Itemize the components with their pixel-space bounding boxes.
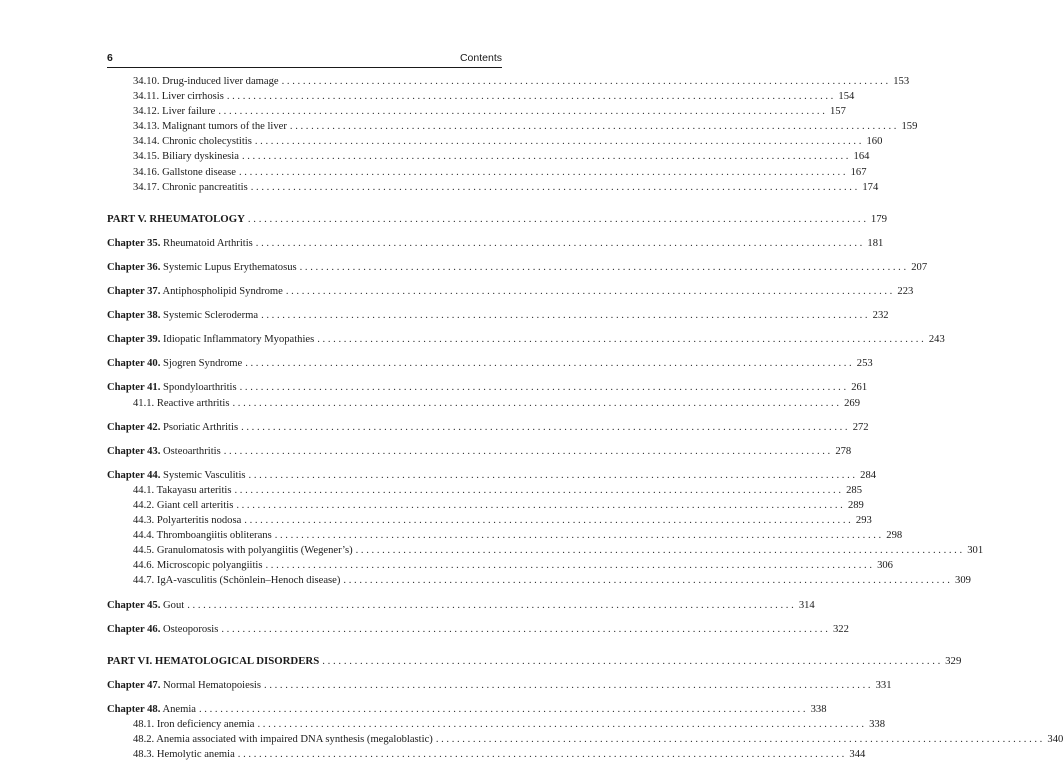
dot-leader (275, 528, 882, 543)
toc-page-number: 284 (860, 469, 877, 481)
toc-entry-label (107, 598, 184, 613)
toc-entry-label (107, 332, 314, 347)
toc-subsection (107, 180, 879, 195)
dot-leader (256, 236, 863, 251)
toc-page-number: 179 (870, 212, 888, 225)
toc-entry-label (107, 236, 253, 251)
dot-leader (282, 74, 889, 89)
toc-chapter (107, 284, 914, 299)
toc-entry-label (133, 543, 353, 558)
toc-entry-title: 34.14. Chronic cholecystitis (133, 136, 252, 148)
toc-chapter (107, 444, 852, 459)
dot-leader (235, 483, 842, 498)
toc-page-number: 306 (877, 560, 893, 572)
toc-subsection (107, 528, 903, 543)
dot-leader (356, 543, 963, 558)
toc-subsection (107, 573, 971, 588)
chapter-number: Chapter 36. (107, 261, 161, 273)
chapter-number: Chapter 45. (107, 599, 161, 611)
toc-entry-label (133, 134, 252, 149)
toc-page-number: 232 (872, 310, 889, 322)
toc-page-number: 154 (838, 91, 855, 103)
toc-entry-label (133, 528, 272, 543)
toc-page-number: 289 (847, 499, 864, 511)
toc-entry-label (133, 573, 340, 588)
running-head: Contents (459, 52, 502, 64)
toc-entry-title: 44.6. Microscopic polyangiitis (133, 560, 263, 572)
toc-entry-title: Gout (163, 599, 185, 611)
dot-leader (244, 513, 851, 528)
toc-page-number: 285 (846, 484, 862, 496)
chapter-number: Chapter 40. (107, 358, 161, 370)
toc-page-number: 301 (967, 545, 984, 557)
toc-page-number: 278 (835, 445, 852, 457)
toc-entry-label (107, 678, 261, 693)
chapter-number: Chapter 46. (107, 623, 161, 635)
toc-entry-title: PART V. RHEUMATOLOGY (107, 212, 245, 225)
dot-leader (239, 165, 846, 180)
dot-leader (233, 396, 840, 411)
dot-leader (236, 498, 843, 513)
toc-page-number: 167 (850, 166, 867, 178)
toc-entry-title: 44.1. Takayasu arteritis (133, 484, 232, 496)
dot-leader (199, 702, 806, 717)
toc-entry-label (133, 119, 287, 134)
toc-entry-label (133, 747, 235, 762)
toc-entry-title: Osteoarthritis (163, 445, 221, 457)
dot-leader (322, 654, 940, 669)
toc-chapter (107, 420, 869, 435)
toc-entry-label (133, 717, 254, 732)
toc-subsection (107, 747, 866, 762)
dot-leader (286, 284, 893, 299)
toc-entry-label (107, 654, 319, 669)
chapter-number: Chapter 48. (107, 703, 161, 715)
toc-chapter (107, 332, 945, 347)
toc-page-number: 174 (862, 181, 879, 193)
toc-page-number: 269 (844, 397, 860, 409)
toc-entry-title: Anemia (162, 703, 196, 715)
toc-page-number: 261 (851, 382, 868, 394)
dot-leader (249, 468, 856, 483)
toc-chapter (107, 380, 868, 395)
toc-entry-label (133, 165, 236, 180)
toc-entry-title: Rheumatoid Arthritis (163, 237, 253, 249)
toc-entry-label (107, 468, 246, 483)
toc-entry-label (133, 498, 233, 513)
toc-entry-title: Sjogren Syndrome (163, 358, 243, 370)
toc-entry-label (107, 212, 245, 227)
dot-leader (255, 134, 862, 149)
toc-entry-title: Systemic Vasculitis (163, 469, 246, 481)
toc-entry-label (107, 308, 258, 323)
toc-page-number: 314 (798, 599, 815, 611)
toc-entry-title: Normal Hematopoiesis (163, 679, 262, 691)
dot-leader (317, 332, 924, 347)
dot-leader (248, 212, 866, 227)
toc-entry-title: 48.3. Hemolytic anemia (133, 749, 235, 761)
dot-leader (245, 356, 852, 371)
toc-entry-title: Psoriatic Arthritis (163, 421, 239, 433)
toc-entry-title: 34.17. Chronic pancreatitis (133, 181, 248, 193)
dot-leader (300, 260, 907, 275)
dot-leader (436, 732, 1043, 747)
toc-entry-title: 34.11. Liver cirrhosis (133, 91, 224, 103)
toc-entry-title: 44.4. Thromboangiitis obliterans (133, 530, 272, 542)
toc-entry-label (107, 260, 297, 275)
dot-leader (221, 622, 828, 637)
chapter-number: Chapter 44. (107, 469, 161, 481)
toc-page-number: 157 (829, 106, 846, 118)
toc-entry-title: 34.16. Gallstone disease (133, 166, 236, 178)
toc-entry-title: 41.1. Reactive arthritis (133, 397, 230, 409)
chapter-number: Chapter 37. (107, 286, 161, 298)
toc-subsection (107, 513, 872, 528)
toc-page-number: 272 (852, 421, 869, 433)
page-header (107, 52, 502, 67)
chapter-number: Chapter 42. (107, 421, 161, 433)
toc-subsection (107, 149, 870, 164)
toc-entry-title: 34.13. Malignant tumors of the liver (133, 121, 287, 133)
table-of-contents (107, 74, 1063, 762)
dot-leader (224, 444, 831, 459)
toc-page-number: 253 (856, 358, 873, 370)
toc-subsection (107, 498, 864, 513)
toc-page-number: 223 (897, 286, 914, 298)
toc-subsection (107, 396, 860, 411)
toc-entry-title: 48.1. Iron deficiency anemia (133, 719, 255, 730)
toc-entry-label (133, 396, 230, 411)
toc-entry-label (133, 149, 239, 164)
toc-entry-title: 34.12. Liver failure (133, 106, 216, 118)
page-number: 6 (107, 52, 113, 64)
toc-entry-title: PART VI. HEMATOLOGICAL DISORDERS (107, 654, 320, 667)
toc-part (107, 654, 962, 669)
toc-subsection (107, 165, 867, 180)
toc-entry-label (107, 702, 196, 717)
toc-subsection (107, 732, 1063, 747)
toc-entry-label (133, 89, 224, 104)
toc-entry-label (107, 420, 238, 435)
toc-entry-title: 44.2. Giant cell arteritis (133, 499, 234, 511)
toc-page-number: 331 (875, 679, 892, 691)
toc-entry-title: 44.3. Polyarteritis nodosa (133, 515, 242, 527)
toc-entry-title: 34.15. Biliary dyskinesia (133, 151, 239, 163)
toc-page-number: 159 (901, 121, 918, 133)
toc-page-number: 329 (945, 654, 962, 667)
toc-entry-title: 44.5. Granulomatosis with polyangiitis (Wegener’s) (133, 545, 353, 557)
toc-entry-title: Systemic Scleroderma (163, 310, 259, 322)
toc-page-number: 322 (832, 623, 849, 635)
chapter-number: Chapter 43. (107, 445, 161, 457)
dot-leader (264, 678, 871, 693)
toc-chapter (107, 598, 815, 613)
toc-entry-title: Spondyloarthritis (163, 382, 237, 394)
toc-subsection (107, 543, 984, 558)
toc-subsection (107, 104, 846, 119)
toc-chapter (107, 356, 873, 371)
dot-leader (227, 89, 834, 104)
toc-entry-label (133, 732, 433, 747)
toc-page-number: 207 (911, 261, 928, 273)
dot-leader (218, 104, 825, 119)
toc-entry-title: 48.2. Anemia associated with impaired DNA synthesis (megaloblastic) (133, 734, 433, 746)
toc-entry-title: Antiphospholipid Syndrome (162, 286, 283, 298)
toc-subsection (107, 89, 855, 104)
toc-entry-label (133, 558, 262, 573)
toc-entry-title: Idiopatic Inflammatory Myopathies (163, 334, 315, 346)
dot-leader (261, 308, 868, 323)
toc-page-number: 298 (886, 530, 903, 542)
toc-chapter (107, 678, 892, 693)
toc-entry-label (107, 284, 283, 299)
toc-entry-label (133, 513, 241, 528)
toc-page-number: 338 (869, 719, 885, 730)
toc-subsection (107, 119, 918, 134)
chapter-number: Chapter 41. (107, 382, 161, 394)
toc-entry-label (107, 356, 242, 371)
toc-entry-label (133, 74, 279, 89)
dot-leader (343, 573, 950, 588)
toc-chapter (107, 702, 827, 717)
toc-entry-title: Systemic Lupus Erythematosus (163, 261, 297, 273)
header-rule (107, 67, 502, 68)
toc-page-number: 181 (867, 237, 884, 249)
toc-entry-label (107, 380, 237, 395)
dot-leader (240, 380, 847, 395)
toc-page-number: 309 (955, 575, 971, 587)
dot-leader (238, 747, 845, 762)
dot-leader (265, 558, 872, 573)
toc-page-number: 153 (893, 76, 910, 87)
toc-page-number: 340 (1047, 734, 1063, 746)
toc-chapter (107, 468, 877, 483)
chapter-number: Chapter 39. (107, 334, 161, 346)
toc-subsection (107, 717, 885, 732)
toc-entry-label (133, 483, 232, 498)
toc-chapter (107, 622, 849, 637)
toc-page-number: 160 (866, 136, 883, 148)
toc-subsection (107, 483, 862, 498)
toc-entry-title: Osteoporosis (163, 623, 219, 635)
toc-part (107, 212, 888, 227)
dot-leader (241, 420, 848, 435)
dot-leader (290, 119, 897, 134)
toc-page-number: 164 (853, 151, 870, 163)
toc-page-number: 344 (849, 749, 866, 761)
toc-page-number: 243 (928, 334, 945, 346)
dot-leader (242, 149, 849, 164)
dot-leader (187, 598, 794, 613)
toc-subsection (107, 558, 893, 573)
toc-subsection (107, 74, 910, 89)
toc-chapter (107, 236, 884, 251)
toc-entry-label (133, 180, 248, 195)
chapter-number: Chapter 38. (107, 310, 161, 322)
toc-entry-title: 34.10. Drug-induced liver damage (133, 76, 279, 87)
toc-entry-title: 44.7. IgA-vasculitis (Schönlein–Henoch disease) (133, 575, 341, 587)
toc-entry-label (133, 104, 215, 119)
dot-leader (251, 180, 858, 195)
toc-entry-label (107, 622, 218, 637)
toc-page-number: 338 (810, 703, 827, 715)
toc-subsection (107, 134, 883, 149)
chapter-number: Chapter 35. (107, 237, 161, 249)
toc-entry-label (107, 444, 221, 459)
toc-chapter (107, 308, 889, 323)
chapter-number: Chapter 47. (107, 679, 161, 691)
dot-leader (257, 717, 864, 732)
toc-page-number: 293 (855, 515, 872, 527)
toc-chapter (107, 260, 928, 275)
